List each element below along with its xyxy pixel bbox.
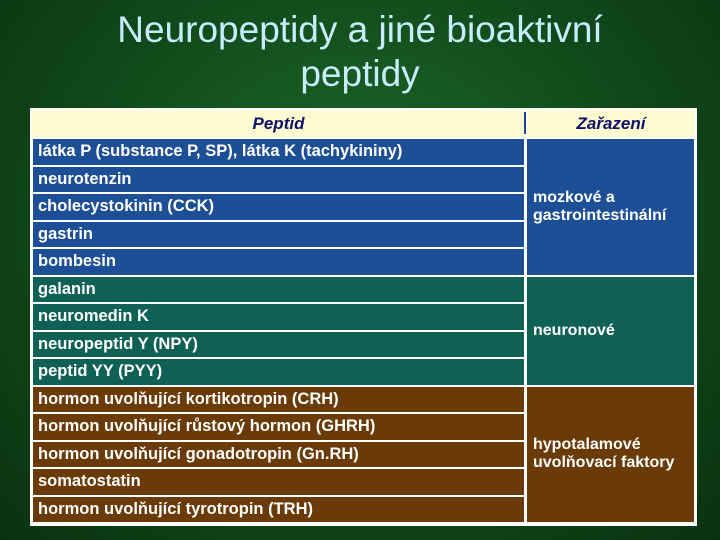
peptide-table <box>30 108 697 526</box>
table-row: neuropeptid Y (NPY) <box>33 332 524 358</box>
category-label-line1: neuronové <box>533 321 615 339</box>
table-row: neurotenzin <box>33 167 524 193</box>
table-row: látka P (substance P, SP), látka K (tachykininy) <box>33 139 524 165</box>
category-label-line1: mozkové a <box>533 188 615 206</box>
slide-title-line1: Neuropeptidy a jiné bioaktivní <box>117 9 603 50</box>
header-zarazeni: Zařazení <box>527 110 695 137</box>
table-row: bombesin <box>33 249 524 275</box>
header-separator <box>524 112 526 134</box>
slide-title <box>0 8 720 96</box>
table-row: gastrin <box>33 222 524 248</box>
table-row: hormon uvolňující růstový hormon (GHRH) <box>33 414 524 440</box>
table-row: somatostatin <box>33 469 524 495</box>
table-row: hormon uvolňující kortikotropin (CRH) <box>33 387 524 413</box>
category-cell <box>527 277 694 385</box>
category-label-line2: uvolňovací faktory <box>533 454 675 472</box>
table-row: hormon uvolňující tyrotropin (TRH) <box>33 497 524 523</box>
category-cell <box>527 387 694 523</box>
table-row: peptid YY (PYY) <box>33 359 524 385</box>
category-cell <box>527 139 694 275</box>
category-label-line2: gastrointestinální <box>533 206 667 224</box>
table-row: hormon uvolňující gonadotropin (Gn.RH) <box>33 442 524 468</box>
slide-title-line2: peptidy <box>300 53 420 94</box>
table-row: galanin <box>33 277 524 303</box>
table-row: cholecystokinin (CCK) <box>33 194 524 220</box>
header-peptid: Peptid <box>32 110 525 137</box>
category-label-line1: hypotalamové <box>533 436 641 454</box>
table-row: neuromedin K <box>33 304 524 330</box>
